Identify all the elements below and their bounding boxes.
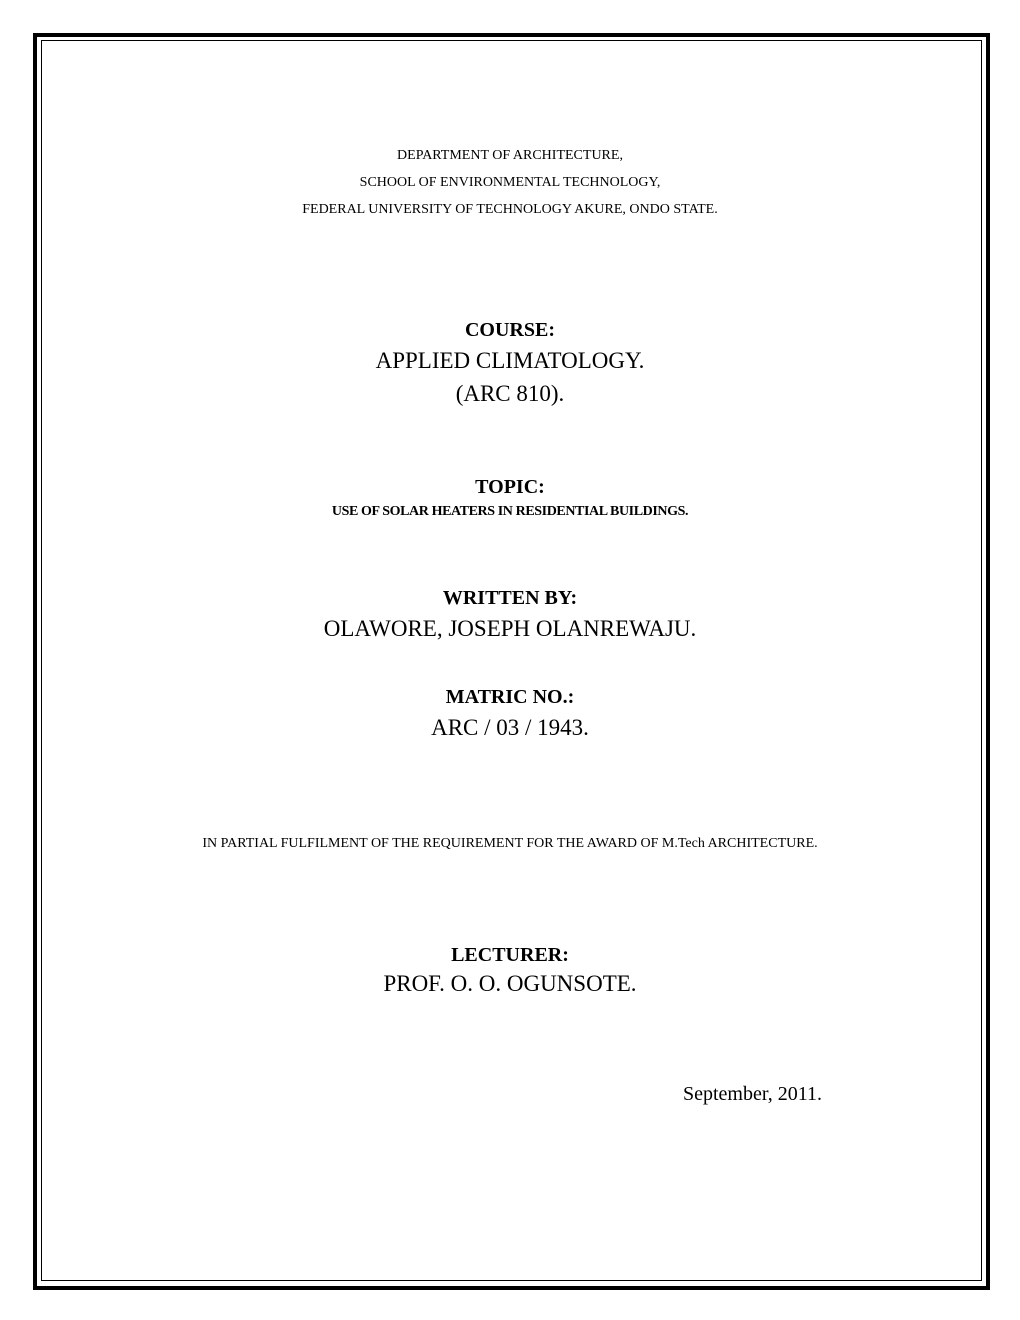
author-heading: WRITTEN BY:	[442, 587, 578, 609]
matric-number: ARC / 03 / 1943.	[431, 715, 589, 740]
submission-date: September, 2011.	[683, 1083, 822, 1105]
course-code: (ARC 810).	[455, 381, 565, 406]
author-name: OLAWORE, JOSEPH OLANREWAJU.	[323, 616, 697, 641]
topic-heading: TOPIC:	[475, 476, 545, 498]
page-inner-border	[41, 40, 982, 1281]
topic-title: USE OF SOLAR HEATERS IN RESIDENTIAL BUILDINGS.	[331, 504, 689, 519]
university-line: FEDERAL UNIVERSITY OF TECHNOLOGY AKURE, ONDO STATE.	[302, 202, 718, 217]
lecturer-heading: LECTURER:	[451, 944, 569, 966]
department-line: DEPARTMENT OF ARCHITECTURE,	[397, 148, 623, 163]
fulfilment-statement: IN PARTIAL FULFILMENT OF THE REQUIREMENT FOR THE AWARD OF M.Tech ARCHITECTURE.	[202, 836, 818, 851]
lecturer-name: PROF. O. O. OGUNSOTE.	[383, 971, 637, 996]
matric-heading: MATRIC NO.:	[445, 686, 575, 708]
school-line: SCHOOL OF ENVIRONMENTAL TECHNOLOGY,	[359, 175, 661, 190]
course-title: APPLIED CLIMATOLOGY.	[375, 348, 645, 373]
course-heading: COURSE:	[464, 319, 555, 341]
